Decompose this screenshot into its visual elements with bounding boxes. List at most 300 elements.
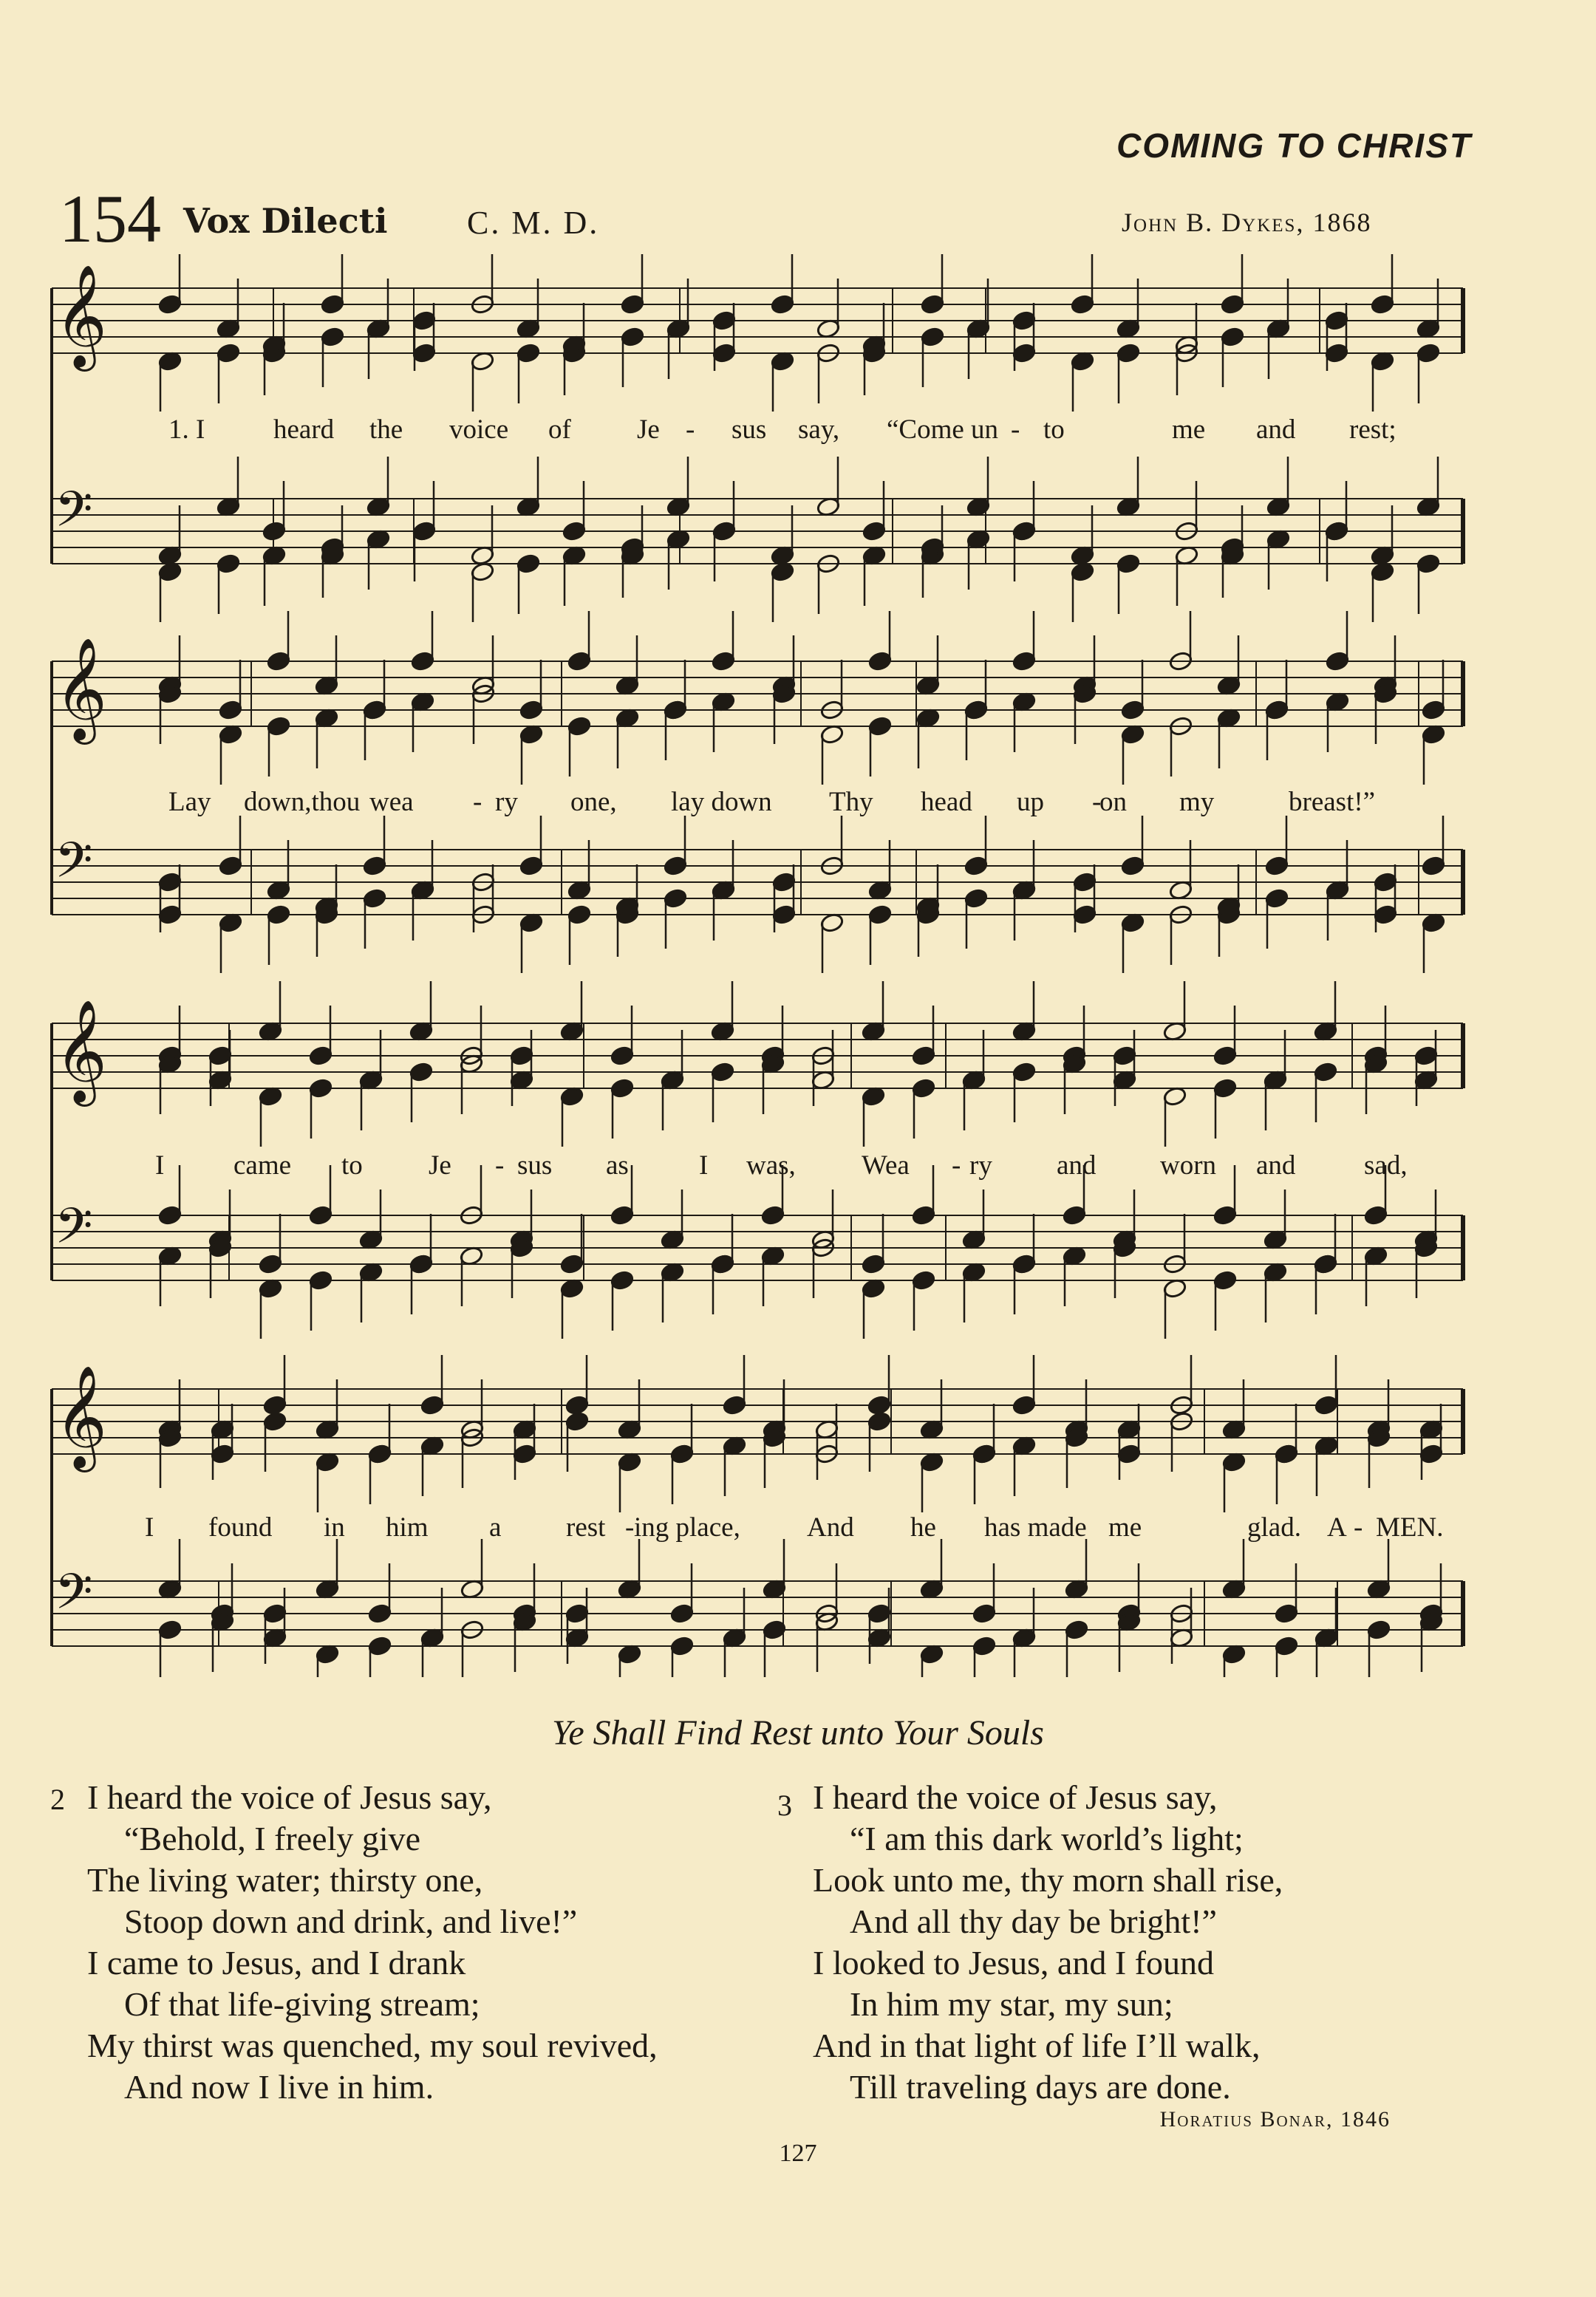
- notehead: [663, 888, 687, 909]
- lyric-syllable: my: [1179, 787, 1215, 817]
- notehead: [861, 1254, 885, 1274]
- lyric-syllable: me: [1172, 414, 1206, 445]
- notehead: [1266, 529, 1290, 550]
- notehead: [258, 1254, 282, 1274]
- notehead: [867, 651, 892, 672]
- notehead: [1313, 1021, 1337, 1042]
- lyric-syllable: heard: [273, 414, 335, 445]
- notehead: [157, 351, 182, 372]
- notehead: [262, 521, 286, 542]
- notehead: [315, 1452, 339, 1472]
- notehead: [966, 318, 990, 339]
- stanza-line: I came to Jesus, and I drank: [87, 1944, 466, 1982]
- stanza-line: And all thy day be bright!”: [850, 1902, 1217, 1940]
- notehead: [919, 1579, 944, 1600]
- lyric-syllable: down,thou: [244, 787, 361, 817]
- composer: John B. Dykes, 1868: [1122, 208, 1372, 237]
- notehead: [710, 1254, 734, 1274]
- notehead: [617, 1452, 641, 1472]
- notehead: [1373, 872, 1397, 892]
- notehead: [216, 496, 240, 517]
- notehead: [315, 1419, 339, 1440]
- notehead: [663, 700, 687, 720]
- notehead: [1419, 1444, 1443, 1464]
- lyric-syllable: up: [1017, 787, 1044, 817]
- notehead: [1263, 1229, 1287, 1250]
- notehead: [559, 1254, 584, 1274]
- notehead: [1012, 1021, 1036, 1042]
- treble-clef-icon: 𝄞: [55, 1000, 107, 1102]
- notehead: [1324, 343, 1348, 364]
- notehead: [216, 343, 240, 364]
- lyric-syllable: and: [1256, 1150, 1296, 1181]
- page-number: 127: [779, 2140, 817, 2167]
- notehead: [1314, 1628, 1338, 1648]
- notehead: [610, 1205, 634, 1226]
- lyric-syllable: was,: [746, 1150, 796, 1181]
- lyric-syllable: say,: [798, 414, 840, 445]
- notehead: [266, 651, 290, 672]
- notehead: [565, 1395, 589, 1416]
- notehead: [516, 553, 540, 574]
- hymn-subtitle: Ye Shall Find Rest unto Your Souls: [552, 1713, 1044, 1752]
- notehead: [867, 904, 892, 925]
- lyric-syllable: I: [699, 1150, 709, 1181]
- notehead: [1070, 562, 1094, 582]
- notehead: [1221, 1644, 1246, 1665]
- notehead: [567, 716, 591, 737]
- lyric-syllable: found: [208, 1512, 273, 1543]
- lyric-syllable: voice: [449, 414, 509, 445]
- lyric-syllable: -: [473, 787, 482, 817]
- notehead: [1324, 310, 1348, 331]
- notehead: [519, 856, 543, 876]
- notehead: [760, 1205, 785, 1226]
- lyric-syllable: as: [606, 1150, 629, 1181]
- notehead: [157, 872, 182, 892]
- notehead: [516, 318, 540, 339]
- notehead: [1220, 294, 1244, 315]
- notehead: [1012, 1254, 1036, 1274]
- notehead: [814, 1419, 839, 1440]
- notehead: [919, 1452, 944, 1472]
- notehead: [509, 1045, 533, 1066]
- notehead: [216, 318, 240, 339]
- notehead: [620, 294, 644, 315]
- lyric-syllable: one,: [570, 787, 617, 817]
- notehead: [911, 1045, 935, 1066]
- author: Horatius Bonar, 1846: [1159, 2107, 1391, 2132]
- notehead: [314, 675, 338, 696]
- notehead: [470, 351, 494, 372]
- lyric-syllable: rest: [566, 1512, 606, 1543]
- meter: C. M. D.: [467, 205, 600, 241]
- notehead: [210, 1419, 234, 1440]
- notehead: [366, 318, 390, 339]
- notehead: [1416, 318, 1440, 339]
- notehead: [712, 343, 736, 364]
- treble-clef-icon: 𝄞: [55, 1365, 107, 1468]
- notehead: [972, 1444, 996, 1464]
- notehead: [770, 545, 794, 566]
- lyric-syllable: ry: [495, 787, 518, 817]
- treble-clef-icon: 𝄞: [55, 638, 107, 740]
- notehead: [362, 856, 386, 876]
- notehead: [1313, 1254, 1337, 1274]
- notehead: [315, 1644, 339, 1665]
- notehead: [320, 327, 344, 347]
- notehead: [1116, 496, 1140, 517]
- hymn-number: 154: [59, 181, 161, 256]
- notehead: [1213, 1078, 1237, 1099]
- notehead: [867, 1395, 891, 1416]
- notehead: [666, 529, 690, 550]
- notehead: [771, 904, 796, 925]
- lyric-syllable: 1. I: [168, 414, 205, 445]
- notehead: [358, 1262, 383, 1283]
- notehead: [1168, 880, 1193, 901]
- notehead: [666, 496, 690, 517]
- stanza-line: And in that light of life I’ll walk,: [813, 2027, 1261, 2064]
- lyric-syllable: I: [145, 1512, 154, 1543]
- lyric-syllable: “Come un: [887, 414, 999, 445]
- notehead: [1421, 912, 1445, 933]
- lyric-syllable: came: [233, 1150, 292, 1181]
- stanza-line: The living water; thirsty one,: [87, 1861, 483, 1899]
- notehead: [911, 1078, 935, 1099]
- notehead: [712, 521, 736, 542]
- notehead: [1325, 651, 1349, 672]
- notehead: [711, 692, 735, 712]
- notehead: [266, 904, 290, 925]
- notehead: [862, 521, 886, 542]
- notehead: [1366, 1619, 1391, 1640]
- notehead: [157, 904, 182, 925]
- notehead: [911, 1205, 935, 1226]
- notehead: [1266, 496, 1290, 517]
- notehead: [262, 545, 286, 566]
- stanza-line: In him my star, my sun;: [850, 1985, 1173, 2023]
- notehead: [218, 912, 242, 933]
- section-title: COMING TO CHRIST: [1116, 126, 1472, 165]
- stanza-line: Of that life-giving stream;: [124, 1985, 480, 2023]
- notehead: [559, 1278, 584, 1299]
- notehead: [620, 327, 644, 347]
- notehead: [409, 1021, 433, 1042]
- notehead: [1313, 1062, 1337, 1082]
- lyric-syllable: breast!”: [1289, 787, 1376, 817]
- lyric-syllable: of: [548, 414, 571, 445]
- notehead: [1264, 888, 1289, 909]
- notehead: [320, 294, 344, 315]
- notehead: [420, 1395, 444, 1416]
- lyric-syllable: I: [155, 1150, 165, 1181]
- notehead: [722, 1436, 746, 1456]
- notehead: [1416, 553, 1440, 574]
- notehead: [210, 1444, 234, 1464]
- lyric-syllable: -: [1092, 787, 1102, 817]
- notehead: [972, 1636, 996, 1656]
- stanza-line: Till traveling days are done.: [850, 2068, 1231, 2106]
- notehead: [666, 318, 690, 339]
- notehead: [1012, 880, 1036, 901]
- notehead: [1274, 1603, 1298, 1624]
- notehead: [516, 343, 540, 364]
- lyric-syllable: Wea: [862, 1150, 910, 1181]
- notehead: [961, 1229, 986, 1250]
- notehead: [1116, 318, 1140, 339]
- notehead: [1274, 1444, 1298, 1464]
- notehead: [1421, 856, 1445, 876]
- notehead: [862, 545, 886, 566]
- notehead: [1162, 1086, 1187, 1107]
- notehead: [218, 856, 242, 876]
- notehead: [1324, 521, 1348, 542]
- notehead: [610, 1045, 634, 1066]
- notehead: [459, 1246, 483, 1266]
- lyric-syllable: has made: [984, 1512, 1087, 1543]
- notehead: [867, 1603, 891, 1624]
- notehead: [512, 1419, 536, 1440]
- notehead: [1012, 1628, 1036, 1648]
- notehead: [1064, 1619, 1088, 1640]
- stanza-line: “I am this dark world’s light;: [850, 1820, 1244, 1857]
- notehead: [966, 496, 990, 517]
- notehead: [972, 1603, 996, 1624]
- tune-name: Vox Dilecti: [183, 201, 388, 241]
- notehead: [420, 1628, 444, 1648]
- lyric-syllable: -: [686, 414, 695, 445]
- notehead: [964, 888, 988, 909]
- notehead: [519, 912, 543, 933]
- notehead: [420, 1436, 444, 1456]
- notehead: [258, 1086, 282, 1107]
- notehead: [1162, 1021, 1187, 1042]
- lyric-syllable: me: [1108, 1512, 1142, 1543]
- notehead: [262, 1395, 287, 1416]
- notehead: [1263, 1070, 1287, 1091]
- lyric-syllable: MEN.: [1376, 1512, 1444, 1543]
- lyric-syllable: him: [386, 1512, 429, 1543]
- lyric-syllable: sus: [517, 1150, 553, 1181]
- lyric-syllable: wea: [369, 787, 414, 817]
- notehead: [1363, 1205, 1388, 1226]
- notehead: [712, 310, 736, 331]
- notehead: [562, 545, 586, 566]
- notehead: [519, 724, 543, 745]
- notehead: [314, 708, 338, 728]
- notehead: [1213, 1205, 1237, 1226]
- notehead: [1064, 1579, 1088, 1600]
- lyric-syllable: Lay: [168, 787, 211, 817]
- notehead: [157, 294, 182, 315]
- notehead: [470, 562, 494, 582]
- notehead: [460, 1579, 484, 1600]
- notehead: [1012, 651, 1036, 672]
- lyric-syllable: a: [489, 1512, 502, 1543]
- notehead: [1274, 1636, 1298, 1656]
- notehead: [308, 1270, 332, 1291]
- notehead: [1070, 294, 1094, 315]
- notehead: [867, 716, 892, 737]
- notehead: [308, 1045, 332, 1066]
- notehead: [519, 700, 543, 720]
- notehead: [412, 343, 436, 364]
- lyric-syllable: sad,: [1364, 1150, 1408, 1181]
- notehead: [157, 545, 182, 566]
- notehead: [1216, 675, 1241, 696]
- notehead: [1062, 1246, 1086, 1266]
- lyric-syllable: head: [921, 787, 972, 817]
- notehead: [710, 1021, 734, 1042]
- bass-clef-icon: 𝄢: [55, 832, 93, 901]
- notehead: [1112, 1070, 1136, 1091]
- notehead: [509, 1070, 533, 1091]
- lyric-syllable: glad.: [1247, 1512, 1301, 1543]
- notehead: [367, 1636, 392, 1656]
- notehead: [1363, 1246, 1388, 1266]
- stanza-line: I looked to Jesus, and I found: [813, 1944, 1214, 1982]
- notehead: [1370, 294, 1394, 315]
- treble-clef-icon: 𝄞: [55, 264, 107, 367]
- notehead: [1116, 1419, 1141, 1440]
- lyric-syllable: Je: [637, 414, 660, 445]
- notehead: [157, 1579, 182, 1600]
- notehead: [1413, 1070, 1438, 1091]
- notehead: [966, 529, 990, 550]
- notehead: [617, 1419, 641, 1440]
- notehead: [669, 1636, 694, 1656]
- notehead: [1012, 310, 1036, 331]
- notehead: [1213, 1270, 1237, 1291]
- notehead: [669, 1444, 694, 1464]
- stanza-line: “Behold, I freely give: [124, 1820, 421, 1857]
- notehead: [770, 351, 794, 372]
- notehead: [1266, 318, 1290, 339]
- lyric-syllable: -: [1354, 1512, 1363, 1543]
- notehead: [362, 888, 386, 909]
- lyric-syllable: he: [910, 1512, 936, 1543]
- lyric-syllable: A: [1327, 1512, 1347, 1543]
- stanza-line: And now I live in him.: [124, 2068, 434, 2106]
- lyric-syllable: ry: [969, 1150, 992, 1181]
- notehead: [819, 912, 844, 933]
- notehead: [157, 562, 182, 582]
- notehead: [512, 1444, 536, 1464]
- notehead: [610, 1078, 634, 1099]
- notehead: [367, 1603, 392, 1624]
- notehead: [262, 1603, 287, 1624]
- notehead: [710, 1062, 734, 1082]
- notehead: [1072, 872, 1097, 892]
- lyric-syllable: Je: [429, 1150, 451, 1181]
- notehead: [565, 1603, 589, 1624]
- notehead: [1370, 351, 1394, 372]
- notehead: [258, 1278, 282, 1299]
- notehead: [1221, 1452, 1246, 1472]
- notehead: [1070, 351, 1094, 372]
- notehead: [1116, 1444, 1141, 1464]
- notehead: [1169, 1628, 1193, 1648]
- notehead: [1120, 724, 1145, 745]
- notehead: [660, 1229, 684, 1250]
- notehead: [266, 716, 290, 737]
- notehead: [760, 1246, 785, 1266]
- notehead: [1264, 856, 1289, 876]
- notehead: [1314, 1395, 1338, 1416]
- lyric-syllable: to: [1043, 414, 1065, 445]
- notehead: [559, 1086, 584, 1107]
- notehead: [410, 880, 434, 901]
- notehead: [559, 1021, 584, 1042]
- notehead: [660, 1262, 684, 1283]
- notehead: [362, 700, 386, 720]
- notehead: [1373, 904, 1397, 925]
- notehead: [567, 904, 591, 925]
- notehead: [771, 872, 796, 892]
- notehead: [262, 1411, 287, 1432]
- notehead: [1263, 1262, 1287, 1283]
- lyric-syllable: the: [369, 414, 403, 445]
- notehead: [412, 310, 436, 331]
- notehead: [366, 529, 390, 550]
- notehead: [920, 327, 944, 347]
- notehead: [565, 1628, 589, 1648]
- notehead: [366, 496, 390, 517]
- notehead: [816, 496, 840, 517]
- notehead: [915, 675, 940, 696]
- notehead: [1120, 700, 1145, 720]
- bass-clef-icon: 𝄢: [55, 481, 93, 550]
- notehead: [1012, 1062, 1036, 1082]
- lyric-syllable: And: [807, 1512, 854, 1543]
- notehead: [961, 1262, 986, 1283]
- notehead: [1314, 1436, 1338, 1456]
- stanza-line: Look unto me, thy morn shall rise,: [813, 1861, 1283, 1899]
- notehead: [1072, 904, 1097, 925]
- notehead: [1116, 343, 1140, 364]
- notehead: [867, 1411, 891, 1432]
- notehead: [819, 724, 844, 745]
- notehead: [816, 318, 840, 339]
- notehead: [1062, 1205, 1086, 1226]
- notehead: [1012, 521, 1036, 542]
- notehead: [867, 1628, 891, 1648]
- notehead: [1416, 343, 1440, 364]
- lyric-syllable: rest;: [1349, 414, 1396, 445]
- notehead: [617, 1579, 641, 1600]
- notehead: [412, 521, 436, 542]
- notehead: [157, 1205, 182, 1226]
- notehead: [617, 1644, 641, 1665]
- notehead: [218, 700, 242, 720]
- notehead: [567, 880, 591, 901]
- notehead: [1012, 692, 1036, 712]
- notehead: [711, 651, 735, 672]
- notehead: [1370, 545, 1394, 566]
- notehead: [1421, 700, 1445, 720]
- notehead: [1416, 496, 1440, 517]
- notehead: [1116, 553, 1140, 574]
- notehead: [1162, 1278, 1187, 1299]
- notehead: [1012, 1395, 1036, 1416]
- notehead: [964, 700, 988, 720]
- lyric-syllable: -: [495, 1150, 505, 1181]
- stanza-line: I heard the voice of Jesus say,: [813, 1778, 1218, 1816]
- notehead: [861, 1086, 885, 1107]
- notehead: [1370, 562, 1394, 582]
- notehead: [964, 856, 988, 876]
